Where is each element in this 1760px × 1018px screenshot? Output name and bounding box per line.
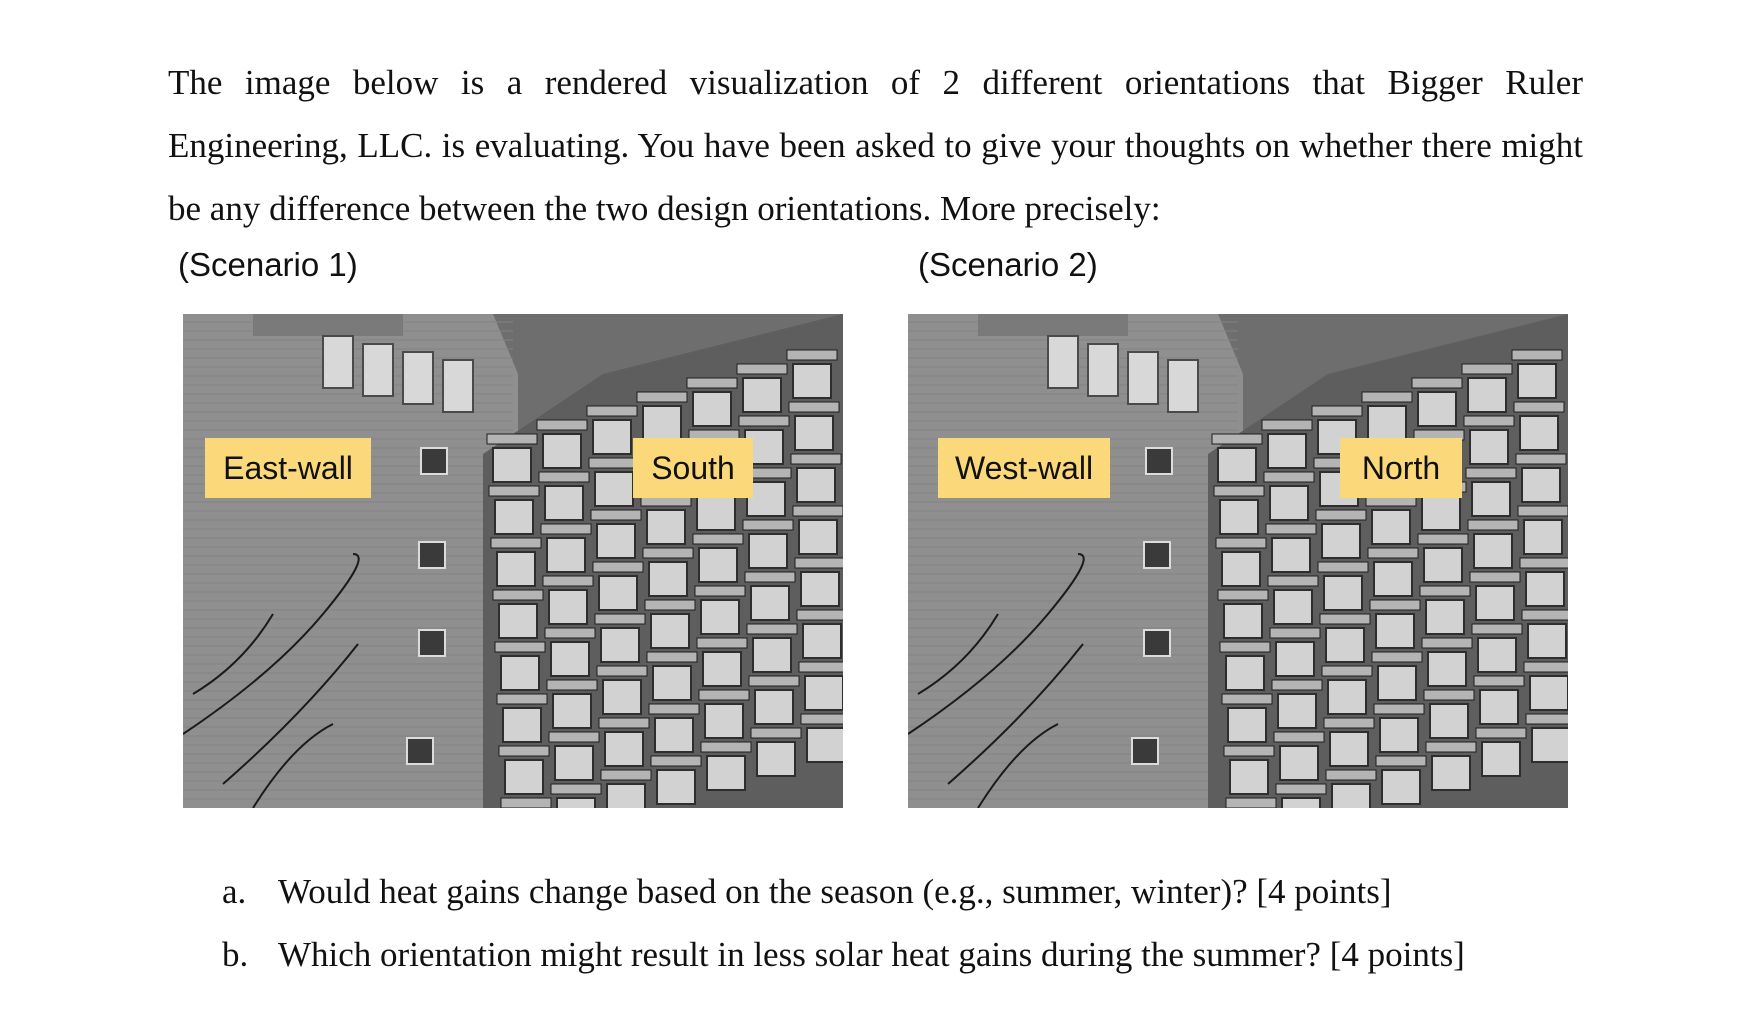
building-illustration: [908, 314, 1568, 808]
scenario-2-label: (Scenario 2): [918, 246, 1098, 283]
scenario-2-wall-tag: West-wall: [938, 438, 1110, 498]
building-illustration: [183, 314, 843, 808]
question-a: [222, 860, 1465, 923]
question-text: Would heat gains change based on the season (e.g., summer, winter)? [4 points]: [278, 872, 1392, 911]
question-list: [222, 860, 1465, 986]
question-text: Which orientation might result in less solar heat gains during the summer? [4 points]: [278, 935, 1465, 974]
scenario-1-label: (Scenario 1): [178, 246, 358, 283]
scenario-1-facade-tag: South: [633, 438, 753, 498]
question-marker: b.: [222, 935, 249, 974]
question-b: [222, 923, 1465, 986]
scenario-1-building-photo: [183, 314, 843, 808]
scenario-2-facade-tag: North: [1340, 438, 1462, 498]
scenario-1-wall-tag: East-wall: [205, 438, 371, 498]
intro-paragraph: The image below is a rendered visualization of 2 different orientations that Bigger Ruler Engineering, LLC. is evaluating. You have been asked to give your thoughts on whether there might be any difference between the two design orientations. More precisely:: [168, 63, 1583, 228]
question-marker: a.: [222, 872, 247, 911]
scenario-2-building-photo: [908, 314, 1568, 808]
